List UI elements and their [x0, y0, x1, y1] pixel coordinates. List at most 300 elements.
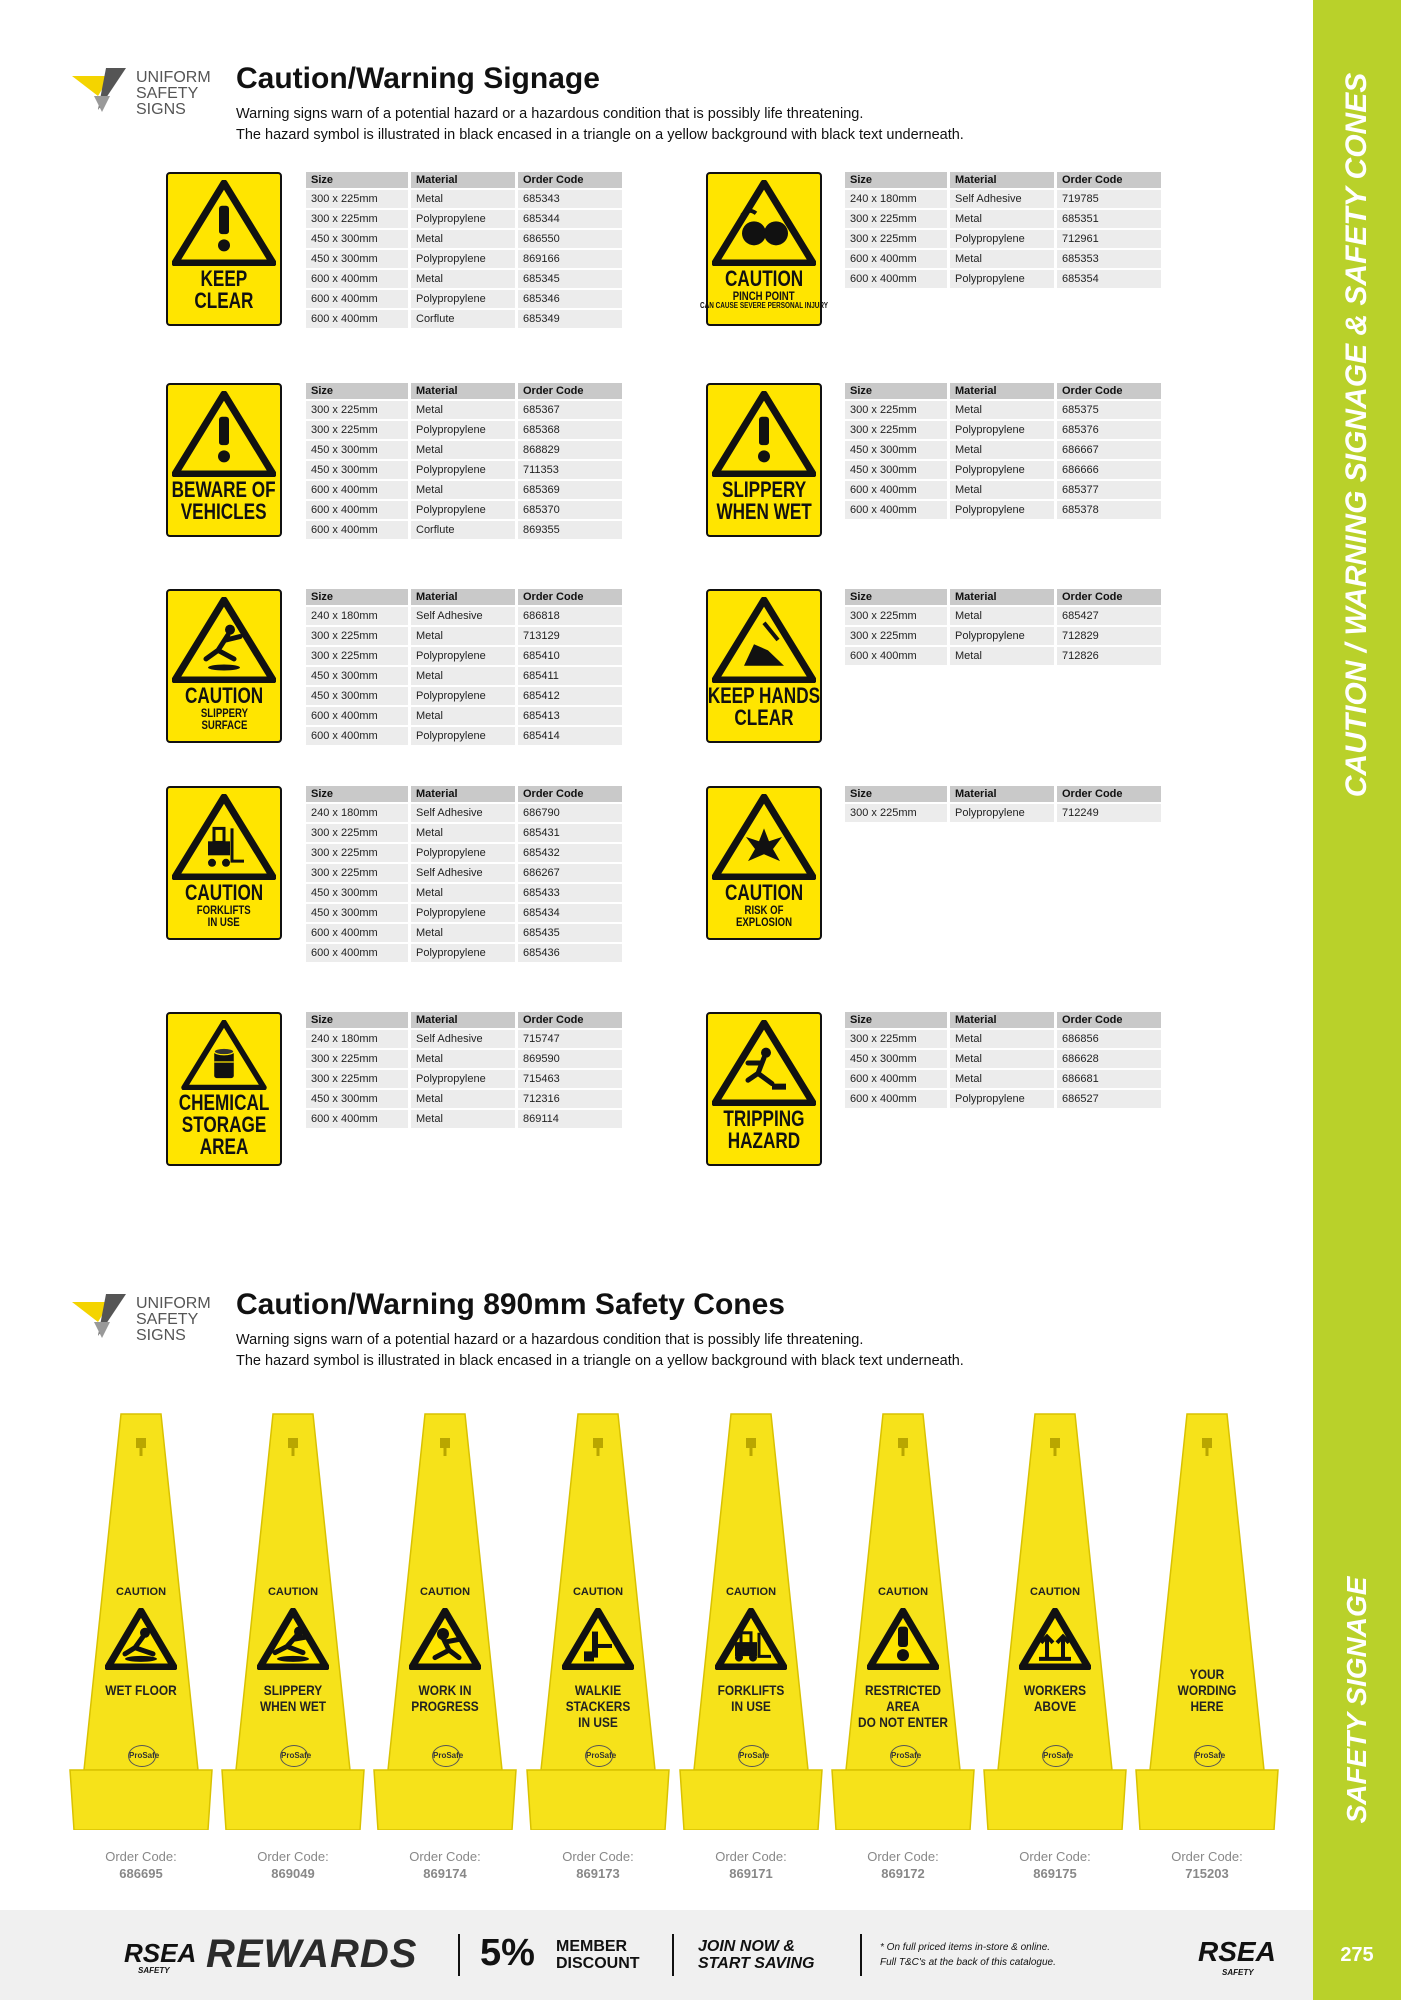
table-cell: 712961 — [1057, 230, 1161, 248]
table-header: Order Code — [1057, 383, 1161, 399]
table-row — [306, 521, 622, 539]
sign-main-text: CHEMICAL STORAGE AREA — [178, 1090, 270, 1159]
sign-sub-text: SLIPPERY SURFACE — [200, 706, 248, 732]
table-cell: Polypropylene — [950, 501, 1054, 519]
table-row — [845, 250, 1161, 268]
table-cell: 685375 — [1057, 401, 1161, 419]
table-cell: 300 x 225mm — [306, 1070, 408, 1088]
discount-percent: 5% — [480, 1932, 535, 1974]
cone-caution-text: CAUTION — [1029, 1586, 1081, 1598]
table-cell: 300 x 225mm — [306, 1050, 408, 1068]
table-cell: 300 x 225mm — [306, 210, 408, 228]
discount-text — [556, 1938, 640, 1972]
table-cell: Polypropylene — [411, 844, 515, 862]
table-header: Order Code — [518, 589, 622, 605]
footer-divider-2 — [672, 1934, 674, 1976]
table-row — [306, 904, 622, 922]
table-header: Material — [950, 589, 1054, 605]
table-cell: Polypropylene — [411, 210, 515, 228]
table-cell: 685377 — [1057, 481, 1161, 499]
table-cell: 600 x 400mm — [845, 501, 947, 519]
cone-caution-text: CAUTION — [725, 1586, 777, 1598]
table-row — [306, 481, 622, 499]
table-cell: 240 x 180mm — [306, 1030, 408, 1048]
table-cell: 450 x 300mm — [306, 904, 408, 922]
table-cell: 685427 — [1057, 607, 1161, 625]
table-cell: 685431 — [518, 824, 622, 842]
table-header: Material — [950, 383, 1054, 399]
table-cell: 869166 — [518, 250, 622, 268]
table-row — [845, 461, 1161, 479]
table-cell: Metal — [950, 401, 1054, 419]
sign-main-text: CAUTION — [184, 683, 264, 708]
chemical-drum-icon — [172, 1020, 276, 1090]
sign-image — [706, 383, 822, 537]
prosafe-logo: ProSafe — [280, 1745, 308, 1767]
table-cell: 686856 — [1057, 1030, 1161, 1048]
table-row — [845, 1030, 1161, 1048]
pinch-point-icon — [712, 180, 816, 266]
cone-order-code: Order Code: 869174 — [409, 1849, 481, 1881]
logo-line-1: UNIFORM — [136, 69, 211, 86]
slipping-person-icon — [257, 1608, 329, 1670]
table-row — [845, 1090, 1161, 1108]
prosafe-logo: ProSafe — [738, 1745, 766, 1767]
sign-image — [706, 1012, 822, 1166]
table-cell: Metal — [950, 441, 1054, 459]
terms-note — [880, 1940, 1056, 1970]
table-row — [306, 310, 622, 328]
table-cell: Metal — [411, 627, 515, 645]
table-cell: Corflute — [411, 310, 515, 328]
table-row — [306, 1050, 622, 1068]
sign-image — [166, 786, 282, 940]
worker-icon — [409, 1608, 481, 1670]
table-header: Size — [845, 172, 947, 188]
table-cell: 685376 — [1057, 421, 1161, 439]
cone-label-text: WALKIE STACKERS IN USE — [565, 1682, 631, 1730]
table-row — [306, 844, 622, 862]
table-cell: 685367 — [518, 401, 622, 419]
table-cell: 686681 — [1057, 1070, 1161, 1088]
table-cell: 686818 — [518, 607, 622, 625]
table-cell: 600 x 400mm — [306, 481, 408, 499]
table-cell: 450 x 300mm — [306, 667, 408, 685]
table-cell: Metal — [411, 1050, 515, 1068]
discount-line-2: DISCOUNT — [556, 1955, 640, 1972]
table-cell: 712249 — [1057, 804, 1161, 822]
table-cell: Polypropylene — [950, 230, 1054, 248]
cone-order-code: Order Code: 869175 — [1019, 1849, 1091, 1881]
cone-label-text: YOUR WORDING HERE — [1177, 1666, 1237, 1714]
table-cell: 450 x 300mm — [845, 1050, 947, 1068]
table-cell: Self Adhesive — [411, 1030, 515, 1048]
table-row — [306, 290, 622, 308]
table-cell: 240 x 180mm — [306, 804, 408, 822]
table-cell: Polypropylene — [950, 421, 1054, 439]
table-cell: 685410 — [518, 647, 622, 665]
safety-cone — [218, 1410, 368, 1830]
table-cell: 450 x 300mm — [306, 230, 408, 248]
exclamation-icon — [867, 1608, 939, 1670]
table-cell: Polypropylene — [950, 461, 1054, 479]
table-cell: 685435 — [518, 924, 622, 942]
cone-order-code: Order Code: 869173 — [562, 1849, 634, 1881]
table-cell: Metal — [411, 884, 515, 902]
table-cell: 600 x 400mm — [306, 521, 408, 539]
sign-main-text: CAUTION — [724, 880, 804, 905]
table-cell: 300 x 225mm — [306, 421, 408, 439]
table-cell: Polypropylene — [411, 290, 515, 308]
table-header: Order Code — [518, 172, 622, 188]
cone-label-text: WET FLOOR — [105, 1682, 177, 1698]
table-cell: 712829 — [1057, 627, 1161, 645]
sign-image — [166, 383, 282, 537]
table-cell: 300 x 225mm — [306, 190, 408, 208]
table-cell: 685343 — [518, 190, 622, 208]
rsea-logo-right: RSEA — [1198, 1936, 1276, 1967]
table-cell: 869355 — [518, 521, 622, 539]
spec-table — [842, 587, 1164, 667]
table-row — [306, 864, 622, 882]
table-cell: Polypropylene — [411, 250, 515, 268]
side-tab-section: SAFETY SIGNAGE — [1341, 1576, 1372, 1824]
table-row — [845, 230, 1161, 248]
table-header: Order Code — [518, 383, 622, 399]
forklift-icon — [715, 1608, 787, 1670]
side-tab-title: CAUTION / WARNING SIGNAGE & SAFETY CONES — [1340, 72, 1373, 798]
table-cell: Polypropylene — [411, 501, 515, 519]
prosafe-logo: ProSafe — [1042, 1745, 1070, 1767]
spec-table — [303, 784, 625, 964]
cone-label-text: WORKERS ABOVE — [1023, 1682, 1087, 1714]
sign-image — [706, 589, 822, 743]
table-cell: Polypropylene — [411, 944, 515, 962]
table-cell: 686628 — [1057, 1050, 1161, 1068]
table-row — [306, 607, 622, 625]
table-row — [306, 501, 622, 519]
table-header: Size — [306, 172, 408, 188]
sign-main-text: BEWARE OF VEHICLES — [172, 477, 276, 524]
cones-description — [236, 1330, 964, 1372]
table-cell: 300 x 225mm — [845, 1030, 947, 1048]
arrows-up-icon — [1019, 1608, 1091, 1670]
table-cell: Metal — [411, 401, 515, 419]
cone-caution-text: CAUTION — [572, 1586, 624, 1598]
table-cell: 685414 — [518, 727, 622, 745]
table-cell: 685354 — [1057, 270, 1161, 288]
cone-caution-text: CAUTION — [267, 1586, 319, 1598]
table-cell: Polypropylene — [411, 461, 515, 479]
table-cell: Self Adhesive — [950, 190, 1054, 208]
table-cell: 685413 — [518, 707, 622, 725]
table-row — [306, 924, 622, 942]
table-cell: 869590 — [518, 1050, 622, 1068]
table-cell: 712316 — [518, 1090, 622, 1108]
spec-table — [842, 381, 1164, 521]
cone-label-text: RESTRICTED AREA DO NOT ENTER — [858, 1682, 948, 1730]
table-row — [845, 441, 1161, 459]
table-header: Material — [411, 383, 515, 399]
table-header: Size — [845, 383, 947, 399]
explosion-icon — [712, 794, 816, 880]
table-cell: 600 x 400mm — [845, 647, 947, 665]
table-row — [306, 210, 622, 228]
safety-cone — [676, 1410, 826, 1830]
sign-main-text: CAUTION — [724, 266, 804, 291]
table-cell: Polypropylene — [411, 904, 515, 922]
table-cell: 685433 — [518, 884, 622, 902]
safety-cone — [523, 1410, 673, 1830]
table-cell: 600 x 400mm — [306, 290, 408, 308]
table-cell: Self Adhesive — [411, 864, 515, 882]
cone-order-code: Order Code: 869049 — [257, 1849, 329, 1881]
table-cell: 450 x 300mm — [306, 884, 408, 902]
signage-title: Caution/Warning Signage — [236, 62, 600, 95]
exclamation-icon — [172, 180, 276, 266]
table-cell: 711353 — [518, 461, 622, 479]
rsea-logo-sub: SAFETY — [138, 1966, 170, 1975]
forklift-icon — [172, 794, 276, 880]
table-cell: 450 x 300mm — [306, 461, 408, 479]
table-cell: Polypropylene — [411, 1070, 515, 1088]
table-row — [306, 707, 622, 725]
table-row — [306, 1110, 622, 1128]
table-cell: Metal — [950, 607, 1054, 625]
table-row — [306, 230, 622, 248]
table-cell: Metal — [950, 1050, 1054, 1068]
table-cell: Metal — [411, 667, 515, 685]
uniform-safety-signs-logo — [70, 66, 220, 126]
stacker-icon — [562, 1608, 634, 1670]
table-cell: 600 x 400mm — [845, 481, 947, 499]
table-cell: 450 x 300mm — [306, 1090, 408, 1108]
table-cell: 600 x 400mm — [845, 1070, 947, 1088]
table-cell: 685411 — [518, 667, 622, 685]
signage-desc-line-1: Warning signs warn of a potential hazard or a hazardous condition that is possibly life threatening. — [236, 106, 864, 122]
cone-order-code: Order Code: 869172 — [867, 1849, 939, 1881]
table-cell: Polypropylene — [411, 421, 515, 439]
table-cell: 685412 — [518, 687, 622, 705]
note-line-1: * On full priced items in-store & online. — [880, 1942, 1051, 1953]
table-cell: 685378 — [1057, 501, 1161, 519]
table-header: Order Code — [1057, 589, 1161, 605]
table-cell: 868829 — [518, 441, 622, 459]
table-cell: 300 x 225mm — [306, 824, 408, 842]
table-cell: Metal — [411, 924, 515, 942]
table-cell: 300 x 225mm — [845, 804, 947, 822]
table-cell: Metal — [950, 1070, 1054, 1088]
sign-image — [166, 1012, 282, 1166]
spec-table — [303, 381, 625, 541]
table-cell: 600 x 400mm — [845, 270, 947, 288]
table-cell: Metal — [411, 1110, 515, 1128]
table-cell: 685434 — [518, 904, 622, 922]
table-header: Order Code — [1057, 172, 1161, 188]
sign-main-text: TRIPPING HAZARD — [723, 1106, 805, 1153]
prosafe-logo: ProSafe — [585, 1745, 613, 1767]
table-cell: 685349 — [518, 310, 622, 328]
cone-order-code: Order Code: 869171 — [715, 1849, 787, 1881]
table-cell: 450 x 300mm — [845, 461, 947, 479]
table-row — [306, 461, 622, 479]
note-line-2: Full T&C's at the back of this catalogue. — [880, 1957, 1056, 1968]
table-header: Material — [950, 172, 1054, 188]
sign-image — [166, 589, 282, 743]
cones-desc-line-1: Warning signs warn of a potential hazard or a hazardous condition that is possibly life threatening. — [236, 1332, 864, 1348]
table-cell: Polypropylene — [411, 647, 515, 665]
spec-table — [303, 587, 625, 747]
table-row — [306, 824, 622, 842]
table-header: Size — [845, 589, 947, 605]
cone-label-text: FORKLIFTS IN USE — [717, 1682, 785, 1714]
spec-table — [303, 170, 625, 330]
signage-description — [236, 104, 964, 146]
table-cell: 300 x 225mm — [845, 421, 947, 439]
table-header: Size — [845, 1012, 947, 1028]
table-row — [306, 1070, 622, 1088]
table-cell: 240 x 180mm — [306, 607, 408, 625]
table-cell: Metal — [950, 1030, 1054, 1048]
table-cell: 719785 — [1057, 190, 1161, 208]
table-cell: 600 x 400mm — [306, 310, 408, 328]
cone-label-text: WORK IN PROGRESS — [411, 1682, 479, 1714]
prosafe-logo: ProSafe — [1194, 1745, 1222, 1767]
table-cell: 300 x 225mm — [306, 647, 408, 665]
prosafe-logo: ProSafe — [432, 1745, 460, 1767]
table-row — [845, 607, 1161, 625]
table-cell: 685370 — [518, 501, 622, 519]
join-now-link[interactable] — [698, 1938, 814, 1972]
table-cell: Metal — [411, 824, 515, 842]
table-cell: 300 x 225mm — [306, 864, 408, 882]
table-cell: 685345 — [518, 270, 622, 288]
table-cell: 600 x 400mm — [306, 1110, 408, 1128]
cone-order-code: Order Code: 686695 — [105, 1849, 177, 1881]
table-cell: 686267 — [518, 864, 622, 882]
table-header: Material — [950, 1012, 1054, 1028]
table-row — [306, 250, 622, 268]
cone-caution-text: CAUTION — [877, 1586, 929, 1598]
table-header: Material — [411, 589, 515, 605]
logo-line-1: UNIFORM — [136, 1295, 211, 1312]
table-cell: Polypropylene — [950, 1090, 1054, 1108]
table-row — [306, 667, 622, 685]
table-row — [845, 1070, 1161, 1088]
table-cell: 713129 — [518, 627, 622, 645]
sign-main-text: KEEP HANDS CLEAR — [707, 683, 821, 730]
table-cell: 300 x 225mm — [845, 401, 947, 419]
table-cell: Metal — [950, 210, 1054, 228]
table-cell: Metal — [411, 707, 515, 725]
signage-desc-line-2: The hazard symbol is illustrated in black encased in a triangle on a yellow background with black text underneath. — [236, 127, 964, 143]
table-cell: Metal — [411, 1090, 515, 1108]
safety-cone — [370, 1410, 520, 1830]
table-cell: 450 x 300mm — [306, 687, 408, 705]
table-cell: 300 x 225mm — [306, 401, 408, 419]
table-row — [306, 1090, 622, 1108]
table-row — [306, 944, 622, 962]
table-cell: 450 x 300mm — [306, 250, 408, 268]
table-cell: 685368 — [518, 421, 622, 439]
join-line-2: START SAVING — [698, 1955, 815, 1972]
discount-line-1: MEMBER — [556, 1938, 628, 1955]
table-cell: Metal — [411, 270, 515, 288]
prosafe-logo: ProSafe — [890, 1745, 918, 1767]
table-cell: 240 x 180mm — [845, 190, 947, 208]
footer-divider-1 — [458, 1934, 460, 1976]
table-row — [306, 727, 622, 745]
sign-main-text: KEEP CLEAR — [194, 266, 254, 313]
safety-cone — [66, 1410, 216, 1830]
table-cell: 685353 — [1057, 250, 1161, 268]
footer-divider-3 — [860, 1934, 862, 1976]
table-cell: 300 x 225mm — [845, 230, 947, 248]
table-cell: Metal — [411, 481, 515, 499]
table-row — [306, 687, 622, 705]
table-header: Size — [306, 383, 408, 399]
exclamation-icon — [712, 391, 816, 477]
table-cell: 686666 — [1057, 461, 1161, 479]
join-line-1: JOIN NOW & — [698, 1938, 795, 1955]
table-cell: 450 x 300mm — [845, 441, 947, 459]
table-row — [845, 401, 1161, 419]
uniform-safety-signs-logo-2 — [70, 1292, 220, 1352]
table-cell: 715747 — [518, 1030, 622, 1048]
logo-line-3: SIGNS — [136, 101, 186, 118]
table-cell: 685432 — [518, 844, 622, 862]
table-header: Size — [306, 589, 408, 605]
sign-sub-text: FORKLIFTS IN USE — [197, 903, 251, 929]
cone-caution-text: CAUTION — [115, 1586, 167, 1598]
table-cell: Metal — [411, 190, 515, 208]
table-row — [845, 1050, 1161, 1068]
table-row — [845, 210, 1161, 228]
rsea-logo: RSEA — [124, 1938, 197, 1968]
logo-line-3: SIGNS — [136, 1327, 186, 1344]
cone-order-code: Order Code: 715203 — [1171, 1849, 1243, 1881]
table-row — [845, 647, 1161, 665]
table-row — [845, 501, 1161, 519]
table-row — [845, 421, 1161, 439]
prosafe-logo: ProSafe — [128, 1745, 156, 1767]
table-header: Order Code — [1057, 786, 1161, 802]
table-row — [306, 804, 622, 822]
table-cell: 686790 — [518, 804, 622, 822]
table-header: Material — [950, 786, 1054, 802]
spec-table — [842, 784, 1164, 824]
table-cell: Metal — [950, 647, 1054, 665]
table-cell: 600 x 400mm — [306, 727, 408, 745]
table-row — [845, 481, 1161, 499]
table-cell: 715463 — [518, 1070, 622, 1088]
table-cell: 686550 — [518, 230, 622, 248]
table-cell: 600 x 400mm — [306, 707, 408, 725]
cones-desc-line-2: The hazard symbol is illustrated in black encased in a triangle on a yellow background with black text underneath. — [236, 1353, 964, 1369]
cone-caution-text: CAUTION — [419, 1586, 471, 1598]
table-row — [306, 270, 622, 288]
table-row — [306, 1030, 622, 1048]
table-cell: 300 x 225mm — [845, 607, 947, 625]
table-header: Order Code — [518, 786, 622, 802]
hand-blade-icon — [712, 597, 816, 683]
table-row — [845, 190, 1161, 208]
table-cell: 685351 — [1057, 210, 1161, 228]
footer-banner — [0, 1910, 1313, 2000]
table-cell: 685436 — [518, 944, 622, 962]
safety-cone — [828, 1410, 978, 1830]
table-header: Material — [411, 786, 515, 802]
